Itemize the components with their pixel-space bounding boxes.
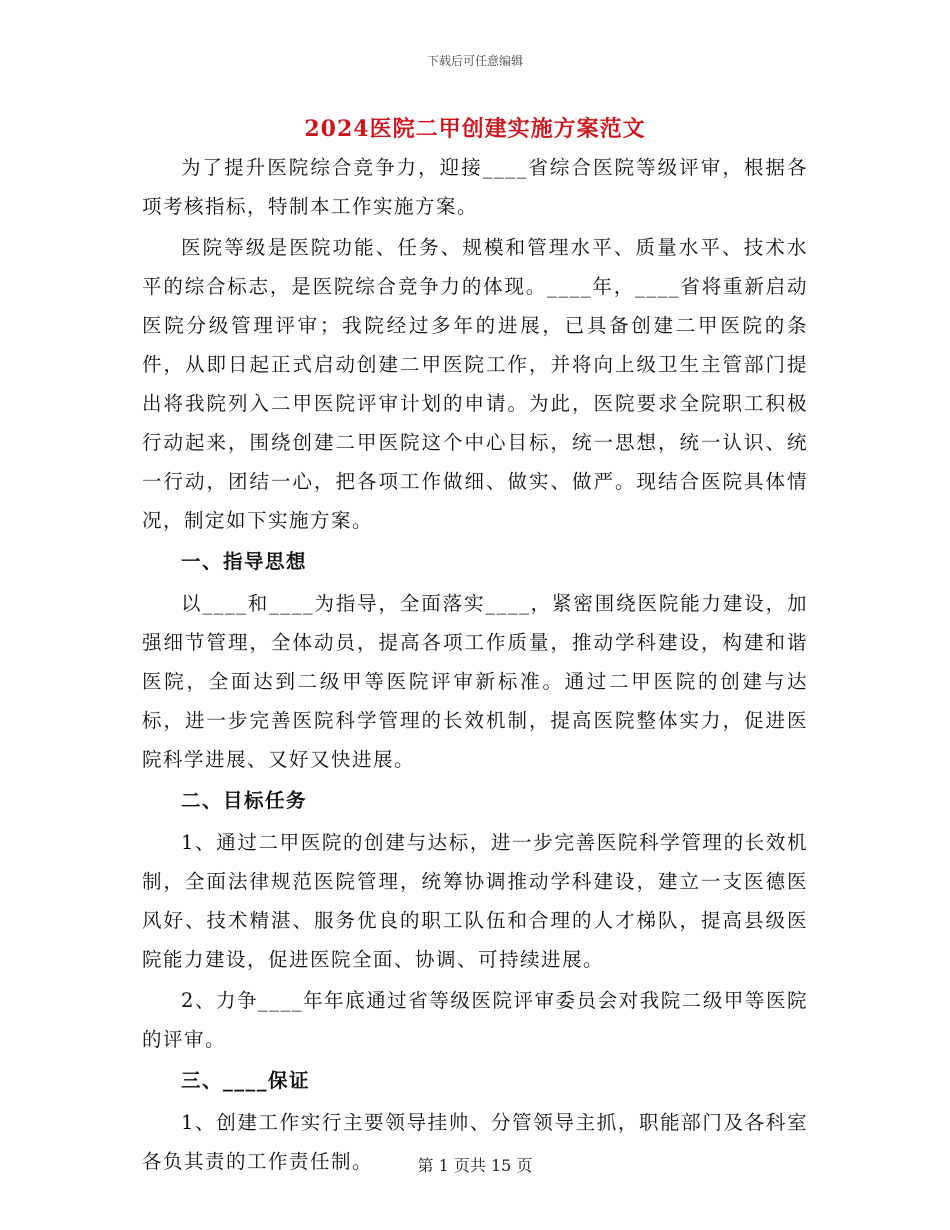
section-heading-goals: 二、目标任务 — [181, 789, 308, 812]
section-guiding-ideology-body: 以____和____为指导，全面落实____，紧密围绕医院能力建设，加强细节管理，全体动员，提高各项工作质量，推动学科建设，构建和谐医院，全面达到二级甲等医院评审新标准。通过二甲医院的创建与达标，进一步完善医院科学管理的长效机制，提高医院整体实力，促进医院科学进展、又好又快进展。 — [142, 592, 808, 771]
document-title: 2024医院二甲创建实施方案范文 — [304, 116, 646, 142]
section-heading-guarantee: 三、____保证 — [181, 1069, 311, 1092]
page-footer: 第 1 页共 15 页 — [417, 1156, 533, 1175]
guarantee-item-1: 1、创建工作实行主要领导挂帅、分管领导主抓，职能部门及各科室各负其责的工作责任制。 — [142, 1111, 808, 1173]
header-note: 下载后可任意编辑 — [426, 54, 523, 68]
intro-paragraph-1: 为了提升医院综合竞争力，迎接____省综合医院等级评审，根据各项考核指标，特制本工作实施方案。 — [142, 156, 808, 218]
goals-item-2: 2、力争____年年底通过省等级医院评审委员会对我院二级甲等医院的评审。 — [142, 989, 808, 1051]
intro-paragraph-2: 医院等级是医院功能、任务、规模和管理水平、质量水平、技术水平的综合标志，是医院综合竞争力的体现。____年，____省将重新启动医院分级管理评审；我院经过多年的进展，已具备创建二甲医院的条件，从即日起正式启动创建二甲医院工作，并将向上级卫生主管部门提出将我院列入二甲医院评审计划的申请。为此，医院要求全院职工积极行动起来，围绕创建二甲医院这个中心目标，统一思想，统一认识、统一行动，团结一心，把各项工作做细、做实、做严。现结合医院具体情况，制定如下实施方案。 — [142, 236, 808, 532]
document-body — [142, 148, 808, 1183]
goals-item-1: 1、通过二甲医院的创建与达标，进一步完善医院科学管理的长效机制，全面法律规范医院管理，统筹协调推动学科建设，建立一支医德医风好、技术精湛、服务优良的职工队伍和合理的人才梯队，提高县级医院能力建设，促进医院全面、协调、可持续进展。 — [142, 831, 808, 971]
section-heading-guiding-ideology: 一、指导思想 — [181, 550, 308, 573]
